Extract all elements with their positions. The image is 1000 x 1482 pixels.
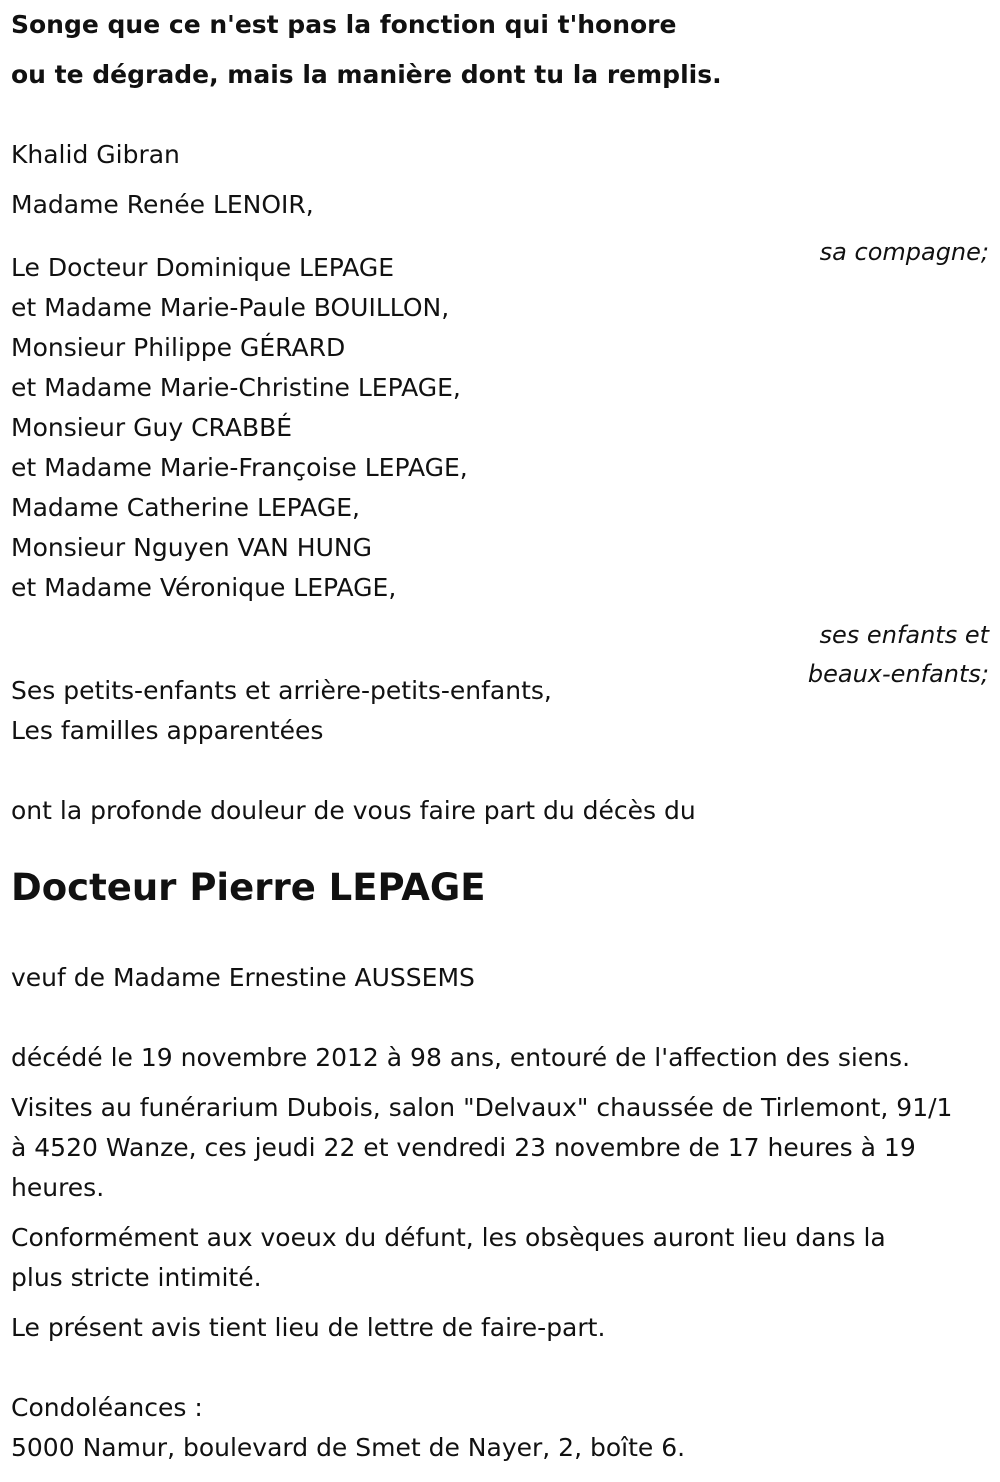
visits-line-2: à 4520 Wanze, ces jeudi 22 et vendredi 23 novembre de 17 heures à 19 <box>11 1133 916 1162</box>
children-relation-line-2: beaux-enfants; <box>807 660 989 688</box>
condolences-address: 5000 Namur, boulevard de Smet de Nayer, 2, boîte 6. <box>11 1433 686 1462</box>
notice-line: Le présent avis tient lieu de lettre de faire-part. <box>11 1313 606 1342</box>
companion-name: Madame Renée LENOIR, <box>11 190 314 219</box>
funeral-line-2: plus stricte intimité. <box>11 1263 262 1292</box>
families-line: Les familles apparentées <box>11 716 324 745</box>
child-line: Monsieur Nguyen VAN HUNG <box>11 533 372 562</box>
child-line: Monsieur Guy CRABBÉ <box>11 413 293 442</box>
child-line: Madame Catherine LEPAGE, <box>11 493 360 522</box>
child-line: Le Docteur Dominique LEPAGE <box>11 253 395 282</box>
quote-line-1: Songe que ce n'est pas la fonction qui t'honore <box>11 10 677 39</box>
child-line: et Madame Marie-Christine LEPAGE, <box>11 373 461 402</box>
condolences-label: Condoléances : <box>11 1393 203 1422</box>
quote-author: Khalid Gibran <box>11 140 180 169</box>
death-line: décédé le 19 novembre 2012 à 98 ans, entouré de l'affection des siens. <box>11 1043 911 1072</box>
child-line: et Madame Marie-Paule BOUILLON, <box>11 293 450 322</box>
grandchildren-line: Ses petits-enfants et arrière-petits-enfants, <box>11 676 552 705</box>
visits-line-3: heures. <box>11 1173 105 1202</box>
funeral-line-1: Conformément aux voeux du défunt, les obsèques auront lieu dans la <box>11 1223 886 1252</box>
widower-line: veuf de Madame Ernestine AUSSEMS <box>11 963 475 992</box>
announcement: ont la profonde douleur de vous faire part du décès du <box>11 796 696 825</box>
children-relation-line-1: ses enfants et <box>819 621 989 649</box>
child-line: Monsieur Philippe GÉRARD <box>11 333 346 362</box>
visits-line-1: Visites au funérarium Dubois, salon "Delvaux" chaussée de Tirlemont, 91/1 <box>11 1093 953 1122</box>
quote-line-2: ou te dégrade, mais la manière dont tu la remplis. <box>11 60 722 89</box>
companion-relation: sa compagne; <box>819 238 989 266</box>
child-line: et Madame Marie-Françoise LEPAGE, <box>11 453 468 482</box>
deceased-name: Docteur Pierre LEPAGE <box>11 866 486 909</box>
child-line: et Madame Véronique LEPAGE, <box>11 573 397 602</box>
